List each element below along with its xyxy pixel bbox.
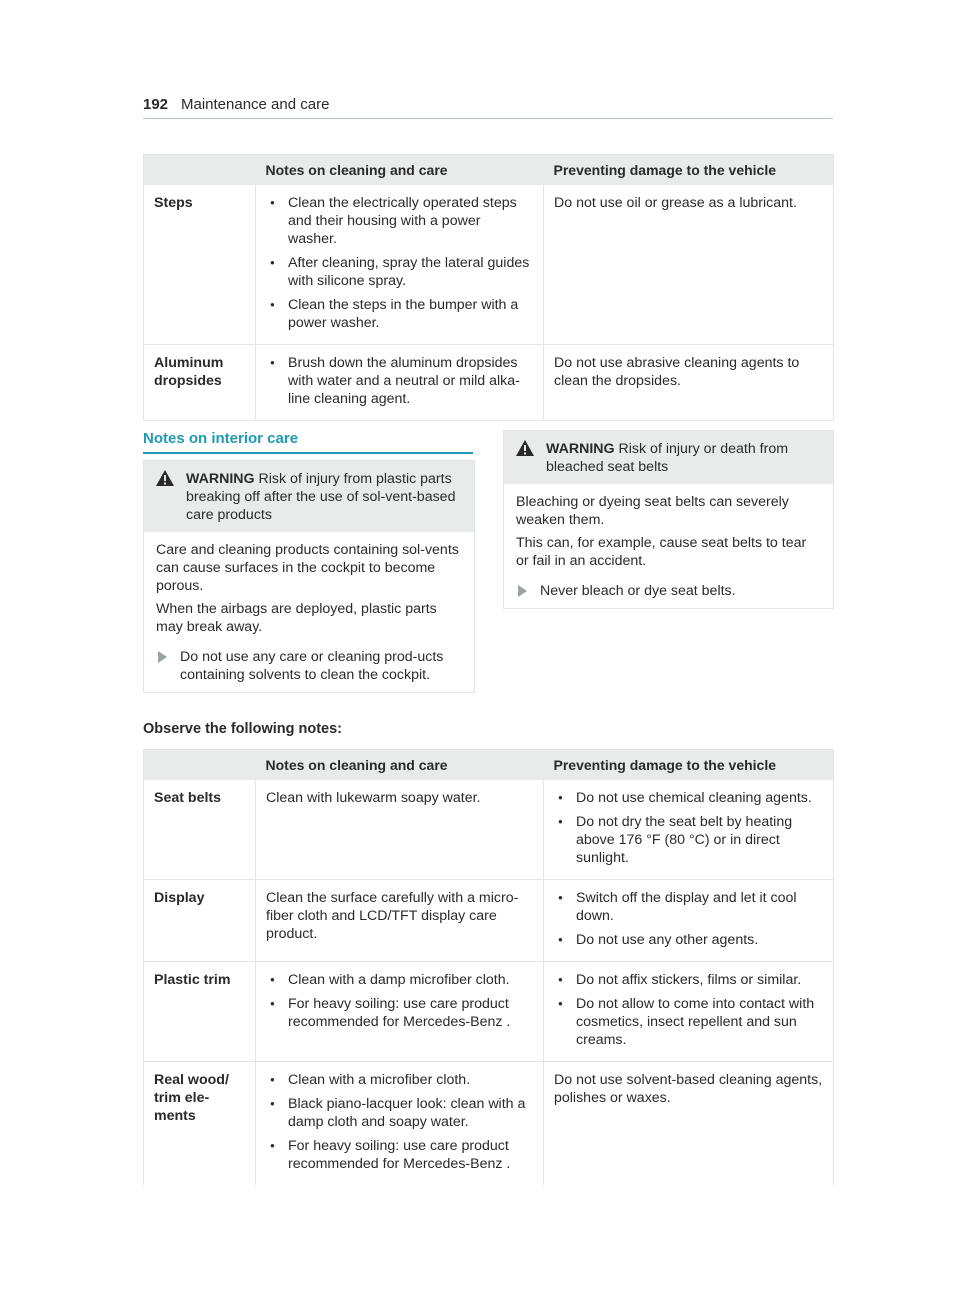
row-label: Real wood/ trim ele-ments: [144, 1062, 256, 1186]
prevent-cell: Do not use oil or grease as a lubricant.: [544, 185, 834, 345]
list-item: ● Brush down the aluminum dropsides with water and a neutral or mild alka-line cleaning agent.: [266, 354, 533, 408]
list-item: ● Clean the steps in the bumper with a power washer.: [266, 296, 533, 332]
care-cell: Clean the surface carefully with a micro-fiber cloth and LCD/TFT display care product.: [256, 880, 544, 962]
row-label: Display: [144, 880, 256, 962]
care-cell: [256, 1062, 544, 1186]
warning-action: Do not use any care or cleaning prod-ucts containing solvents to clean the cockpit.: [156, 648, 462, 684]
list-item: ● Do not dry the seat belt by heating above 176 °F (80 °C) or in direct sunlight.: [554, 813, 823, 867]
care-cell: [256, 345, 544, 421]
warning-paragraph: This can, for example, cause seat belts to tear or fail in an accident.: [516, 535, 807, 569]
col-header-care: Notes on cleaning and care: [256, 155, 544, 186]
warning-icon: [156, 470, 174, 486]
list-item: ● Do not allow to come into contact with cosmetics, insect repellent and sun creams.: [554, 995, 823, 1049]
list-item: ● For heavy soiling: use care product recommended for Mercedes-Benz .: [266, 995, 533, 1031]
warning-body: [144, 532, 474, 692]
list-item: ● Clean with a microfiber cloth.: [266, 1071, 533, 1089]
steps-dropsides-table: [143, 154, 834, 421]
prevent-cell: Do not use solvent-based cleaning agents, polishes or waxes.: [554, 1072, 823, 1106]
warning-paragraph: When the airbags are deployed, plastic parts may break away.: [156, 601, 437, 635]
warning-icon: [516, 440, 534, 456]
interior-care-heading: Notes on interior care: [143, 430, 473, 454]
interior-care-table: [143, 749, 834, 1185]
row-label: Steps: [144, 185, 256, 345]
list-item: ● Clean the electrically operated steps and their housing with a power washer.: [266, 194, 533, 248]
col-header-care: Notes on cleaning and care: [256, 750, 544, 781]
observe-heading: Observe the following notes:: [143, 721, 342, 737]
warning-paragraph: Care and cleaning products containing sol-vents can cause surfaces in the cockpit to become porous.: [156, 542, 459, 594]
prevent-cell: [544, 962, 834, 1062]
table-row: [144, 185, 834, 345]
row-label: Seat belts: [144, 780, 256, 880]
prevent-cell: Do not use abrasive cleaning agents to clean the dropsides.: [544, 345, 834, 421]
list-item: ● Switch off the display and let it cool down.: [554, 889, 823, 925]
row-label: Aluminum dropsides: [144, 345, 256, 421]
prevent-cell: [544, 880, 834, 962]
table-row: [144, 1062, 834, 1186]
warning-word: WARNING: [186, 471, 255, 487]
care-cell: Clean with lukewarm soapy water.: [256, 780, 544, 880]
table-corner: [144, 155, 256, 186]
warning-text: Risk of injury or death from bleached seat belts: [546, 441, 789, 475]
col-header-prevent: Preventing damage to the vehicle: [544, 155, 834, 186]
row-label: Plastic trim: [144, 962, 256, 1062]
page-header: [143, 94, 833, 119]
warning-body: [504, 484, 833, 608]
list-item: ● Do not use chemical cleaning agents.: [554, 789, 823, 807]
list-item: ● For heavy soiling: use care product recommended for Mercedes-Benz .: [266, 1137, 533, 1173]
list-item: ● Black piano-lacquer look: clean with a damp cloth and soapy water.: [266, 1095, 533, 1131]
warning-box-plastic: [143, 460, 475, 693]
table-row: [144, 780, 834, 880]
warning-word: WARNING: [546, 441, 615, 457]
warning-text: Risk of injury from plastic parts breaking off after the use of sol-vent-based care products: [186, 471, 456, 523]
section-title: Maintenance and care: [181, 96, 330, 113]
warning-header: [144, 461, 474, 532]
table-row: [144, 962, 834, 1062]
list-item: ● Do not affix stickers, films or similar.: [554, 971, 823, 989]
col-header-prevent: Preventing damage to the vehicle: [544, 750, 834, 781]
care-cell: [256, 962, 544, 1062]
warning-paragraph: Bleaching or dyeing seat belts can severely weaken them.: [516, 494, 789, 528]
table-corner: [144, 750, 256, 781]
list-item: ● Clean with a damp microfiber cloth.: [266, 971, 533, 989]
page-number: 192: [143, 96, 169, 113]
list-item: ● After cleaning, spray the lateral guides with silicone spray.: [266, 254, 533, 290]
table-row: [144, 345, 834, 421]
warning-header: [504, 431, 833, 484]
prevent-cell: [544, 780, 834, 880]
table-row: [144, 880, 834, 962]
care-cell: [256, 185, 544, 345]
list-item: ● Do not use any other agents.: [554, 931, 823, 949]
warning-action: Never bleach or dye seat belts.: [516, 582, 821, 600]
warning-box-seat-belts: [503, 430, 834, 609]
